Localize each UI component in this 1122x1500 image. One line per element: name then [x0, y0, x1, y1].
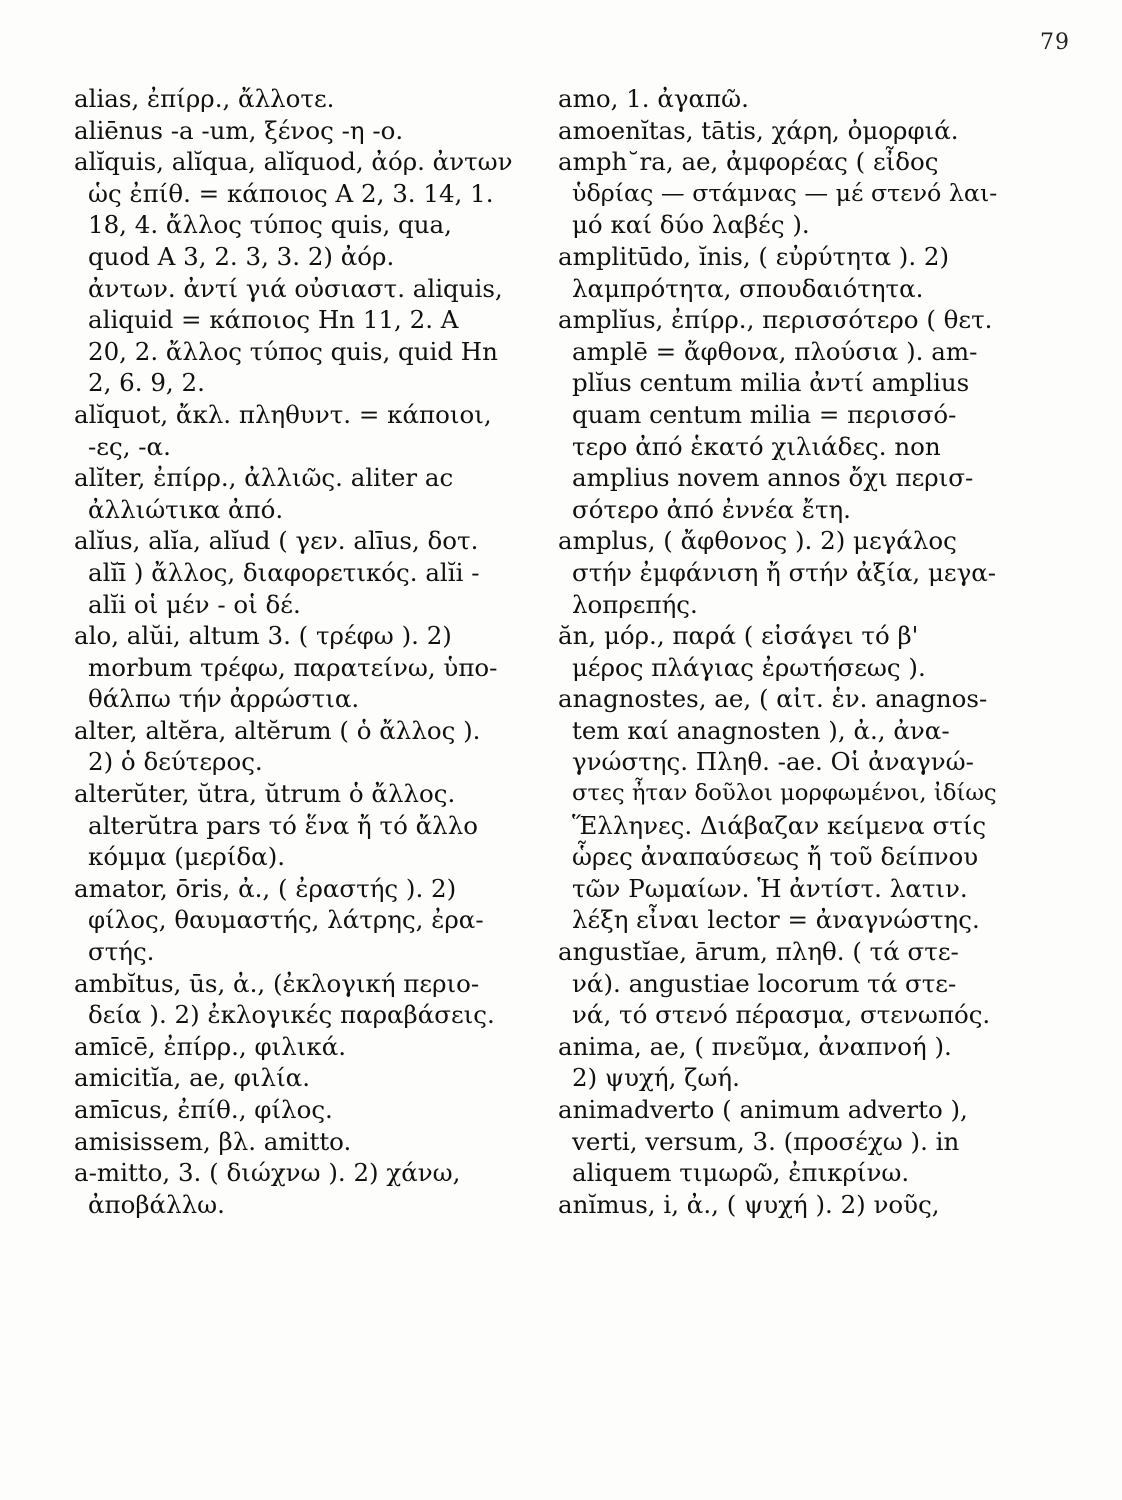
- entry-continuation-line: 20, 2. ἄλλος τύπος quis, quid Hn: [88, 336, 498, 366]
- entry-continuation-line: στες ἦταν δοῦλοι μορφωμένοι, ἰδίως: [572, 780, 997, 807]
- entry-headword-line: amator, ōris, ἀ., ( ἐραστής ). 2): [74, 873, 457, 903]
- entry-headword-line: amplitūdo, ĭnis, ( εὐρύτητα ). 2): [558, 241, 950, 271]
- entry-headword-line: alĭter, ἐπίρρ., ἀλλιῶς. aliter ac: [74, 463, 454, 493]
- entry-headword-line: amo, 1. ἀγαπῶ.: [558, 84, 749, 113]
- entry-continuation-line: quod A 3, 2. 3, 3. 2) ἀόρ.: [88, 241, 395, 271]
- entry-continuation-line: plĭus centum milia ἀντί amplius: [572, 368, 970, 398]
- entry-continuation-line: ὧρες ἀναπαύσεως ἤ τοῦ δείπνου: [572, 842, 979, 872]
- entry-headword-line: aliēnus -a -um, ξένος -η -ο.: [74, 115, 404, 145]
- entry-headword-line: a-mitto, 3. ( διώχνω ). 2) χάνω,: [74, 1158, 461, 1188]
- entry-continuation-line: νά). angustiae locorum τά στε-: [572, 968, 957, 998]
- entry-continuation-line: ἀλλιώτικα ἀπό.: [88, 494, 284, 524]
- entry-headword-line: alo, alŭi, altum 3. ( τρέφω ). 2): [74, 621, 452, 651]
- entry-headword-line: amplĭus, ἐπίρρ., περισσότερο ( θετ.: [558, 305, 993, 335]
- entry-continuation-line: λοπρεπής.: [572, 589, 698, 619]
- entry-continuation-line: λέξη εἶναι lector = ἀναγνώστης.: [572, 905, 980, 935]
- entry-continuation-line: ἀποβάλλω.: [88, 1189, 225, 1219]
- entry-continuation-line: σότερο ἀπό ἐννέα ἔτη.: [572, 494, 851, 524]
- entry-continuation-line: alĭī ) ἄλλος, διαφορετικός. alĭi -: [88, 557, 480, 587]
- entry-headword-line: anima, ae, ( πνεῦμα, ἀναπνοή ).: [558, 1031, 952, 1061]
- entry-continuation-line: morbum τρέφω, παρατείνω, ὑπο-: [88, 652, 498, 682]
- entry-headword-line: amplus, ( ἄφθονος ). 2) μεγάλος: [558, 526, 957, 556]
- entry-continuation-line: κόμμα (μερίδα).: [88, 842, 286, 872]
- entry-continuation-line: γνώστης. Πληθ. -ae. Οἱ ἀναγνώ-: [572, 747, 974, 777]
- entry-continuation-line: amplē = ἄφθονα, πλούσια ). am-: [572, 336, 978, 366]
- entry-headword-line: alias, ἐπίρρ., ἄλλοτε.: [74, 84, 335, 113]
- entry-continuation-line: verti, versum, 3. (προσέχω ). in: [572, 1126, 960, 1156]
- entry-headword-line: alter, altĕra, altĕrum ( ὁ ἄλλος ).: [74, 715, 481, 745]
- entry-continuation-line: στής.: [88, 937, 155, 967]
- entry-continuation-line: τερο ἀπό ἑκατό χιλιάδες. non: [572, 431, 941, 461]
- entry-continuation-line: amplius novem annos ὄχι περισ-: [572, 463, 974, 493]
- entry-continuation-line: μό καί δύο λαβές ).: [572, 210, 810, 240]
- entry-headword-line: amph˘ra, ae, ἀμφορέας ( εἶδος: [558, 147, 939, 177]
- entry-headword-line: alĭquot, ἄκλ. πληθυντ. = κάποιοι,: [74, 399, 492, 429]
- entry-continuation-line: aliquem τιμωρῶ, ἐπικρίνω.: [572, 1158, 910, 1188]
- entry-headword-line: anĭmus, i, ἀ., ( ψυχή ). 2) νοῦς,: [558, 1189, 940, 1219]
- entry-continuation-line: νά, τό στενό πέρασμα, στενωπός.: [572, 1000, 991, 1030]
- entry-continuation-line: 2) ὁ δεύτερος.: [88, 747, 263, 777]
- entry-continuation-line: quam centum milia = περισσό-: [572, 399, 957, 429]
- entry-headword-line: amīcē, ἐπίρρ., φιλικά.: [74, 1031, 347, 1061]
- entry-headword-line: alterŭter, ŭtra, ŭtrum ὁ ἄλλος.: [74, 779, 456, 809]
- entry-continuation-line: 2, 6. 9, 2.: [88, 368, 205, 398]
- entry-headword-line: ambĭtus, ūs, ἀ., (ἐκλογική περιο-: [74, 968, 480, 998]
- entry-continuation-line: ὡς ἐπίθ. = κάποιος A 2, 3. 14, 1.: [88, 178, 494, 208]
- right-column: [558, 83, 998, 1220]
- entry-continuation-line: tem καί anagnosten ), ἀ., ἀνα-: [572, 715, 950, 745]
- entry-continuation-line: τῶν Ρωμαίων. Ἡ ἀντίστ. λατιν.: [572, 873, 968, 903]
- entry-headword-line: amisissem, βλ. amitto.: [74, 1126, 352, 1156]
- entry-continuation-line: alĭi οἱ μέν - οἱ δέ.: [88, 589, 301, 619]
- entry-continuation-line: στήν ἐμφάνιση ἤ στήν ἀξία, μεγα-: [572, 557, 997, 587]
- entry-headword-line: amoenĭtas, tātis, χάρη, ὀμορφιά.: [558, 115, 959, 145]
- entry-continuation-line: φίλος, θαυμαστής, λάτρης, ἐρα-: [88, 905, 484, 935]
- entry-headword-line: alĭquis, alĭqua, alĭquod, ἀόρ. ἀντων: [74, 147, 513, 177]
- entry-continuation-line: aliquid = κάποιος Hn 11, 2. A: [88, 305, 459, 335]
- left-column: [74, 83, 540, 1220]
- entry-continuation-line: alterŭtra pars τό ἕνα ἤ τό ἄλλο: [88, 810, 478, 840]
- entry-headword-line: angustĭae, ārum, πληθ. ( τά στε-: [558, 937, 959, 967]
- entry-headword-line: animadverto ( animum adverto ),: [558, 1095, 968, 1124]
- entry-continuation-line: 18, 4. ἄλλος τύπος quis, qua,: [88, 210, 452, 240]
- entry-headword-line: ăn, μόρ., παρά ( εἰσάγει τό β': [558, 621, 919, 651]
- entry-continuation-line: 2) ψυχή, ζωή.: [572, 1063, 740, 1093]
- entry-headword-line: alĭus, alĭa, alĭud ( γεν. alīus, δοτ.: [74, 526, 479, 556]
- entry-headword-line: amīcus, ἐπίθ., φίλος.: [74, 1095, 333, 1124]
- entry-continuation-line: ὑδρίας — στάμνας — μέ στενό λαι-: [572, 178, 998, 207]
- entry-continuation-line: -ες, -α.: [88, 431, 171, 461]
- entry-continuation-line: μέρος πλάγιας ἐρωτήσεως ).: [572, 652, 926, 682]
- entry-continuation-line: ἀντων. ἀντί γιά οὐσιαστ. aliquis,: [88, 273, 503, 303]
- entry-continuation-line: θάλπω τήν ἀρρώστια.: [88, 684, 360, 714]
- entry-continuation-line: Ἕλληνες. Διάβαζαν κείμενα στίς: [572, 810, 987, 840]
- entry-continuation-line: δεία ). 2) ἐκλογικές παραβάσεις.: [88, 1000, 495, 1030]
- entry-continuation-line: λαμπρότητα, σπουδαιότητα.: [572, 273, 924, 303]
- page-number: 79: [1040, 30, 1070, 55]
- entry-headword-line: amicitĭa, ae, φιλία.: [74, 1063, 311, 1093]
- entry-headword-line: anagnostes, ae, ( αἰτ. ἑν. anagnos-: [558, 684, 988, 714]
